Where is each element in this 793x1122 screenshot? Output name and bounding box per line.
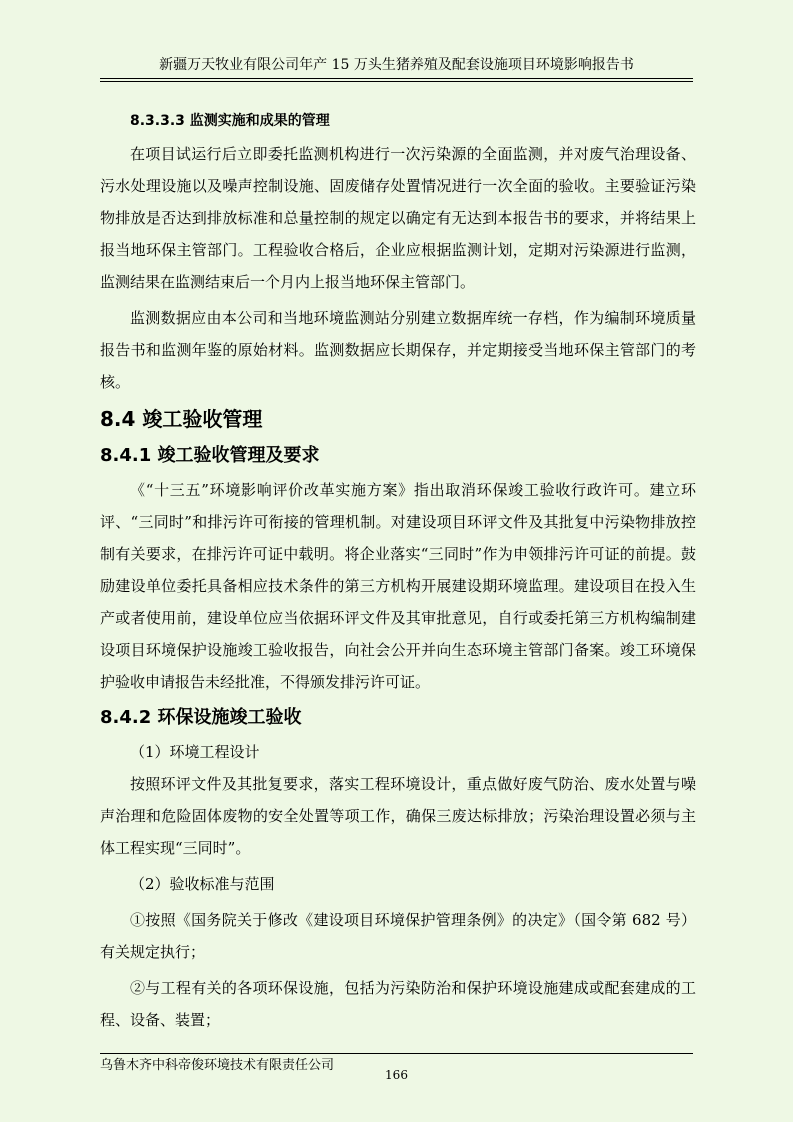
section-8-4-1-heading: 8.4.1 竣工验收管理及要求 [100,445,320,466]
section-8-4-2-heading: 8.4.2 环保设施竣工验收 [100,707,302,728]
paragraph: 《“十三五”环境影响评价改革实施方案》指出取消环保竣工验收行政许可。建立环评、“三同时”和排污许可衔接的管理机制。对建设项目环评文件及其批复中污染物排放控制有关要求，在排污许可证中载明。将企业落实“三同时”作为申领排污许可证的前提。鼓励建设单位委托具备相应技术条件的第三方机构开展建设期环境监理。建设项目在投入生产或者使用前，建设单位应当依据环评文件及其审批意见，自行或委托第三方机构编制建设项目环境保护设施竣工验收报告，向社会公开并向生态环境主管部门备案。竣工环境保护验收申请报告未经批准，不得颁发排污许可证。 [100,481,696,691]
page-number: 166 [385,1068,408,1082]
section-8-4-heading: 8.4 竣工验收管理 [100,407,263,431]
page-content [100,104,696,1036]
subsection-title: （2）验收标准与范围 [130,875,275,893]
footer-divider [100,1053,693,1054]
paragraph: 在项目试运行后立即委托监测机构进行一次污染源的全面监测，并对废气治理设备、污水处理设施以及噪声控制设施、固废储存处置情况进行一次全面的验收。主要验证污染物排放是否达到排放标准和总量控制的规定以确定有无达到本报告书的要求，并将结果上报当地环保主管部门。工程验收合格后，企业应根据监测计划，定期对污染源进行监测，监测结果在监测结束后一个月内上报当地环保主管部门。 [100,145,696,291]
list-item: ②与工程有关的各项环保设施，包括为污染防治和保护环境设施建成或配套建成的工程、设备、装置； [100,979,696,1029]
list-item: ①按照《国务院关于修改《建设项目环境保护管理条例》的决定》（国令第 682 号）有关规定执行； [100,911,696,961]
footer-company: 乌鲁木齐中科帝俊环境技术有限责任公司 [100,1058,335,1073]
header-title: 新疆万天牧业有限公司年产 15 万头生猪养殖及配套设施项目环境影响报告书 [159,57,634,73]
paragraph: 监测数据应由本公司和当地环境监测站分别建立数据库统一存档，作为编制环境质量报告书和监测年鉴的原始材料。监测数据应长期保存，并定期接受当地环保主管部门的考核。 [100,309,696,391]
section-8-3-3-3-heading: 8.3.3.3 监测实施和成果的管理 [130,113,330,129]
running-header [100,52,693,79]
paragraph: 按照环评文件及其批复要求，落实工程环境设计，重点做好废气防治、废水处置与噪声治理和危险固体废物的安全处置等项工作，确保三废达标排放；污染治理设置必须与主体工程实现“三同时”。 [100,775,696,857]
subsection-title: （1）环境工程设计 [130,743,260,761]
